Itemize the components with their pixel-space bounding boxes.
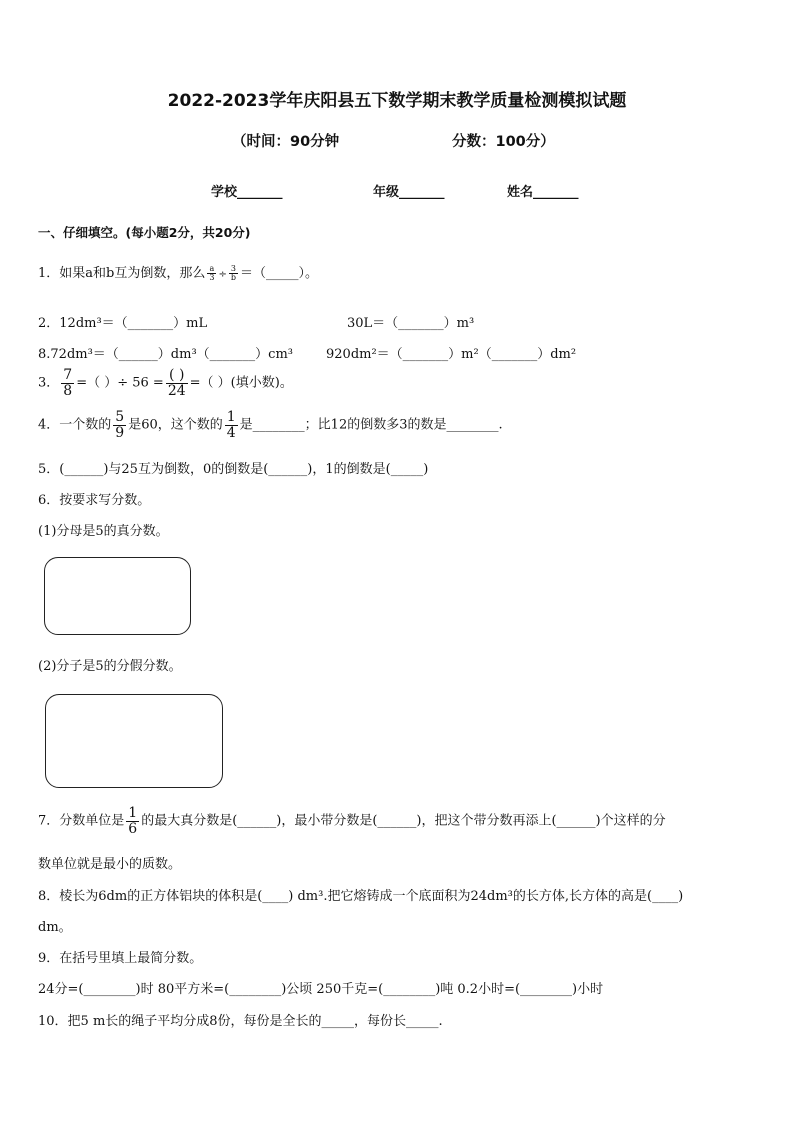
question-5: 5．(______)与25互为倒数，0的倒数是(______)，1的倒数是(_____) <box>38 462 429 477</box>
q1-fraction-2: $\frac{3}{b}$ <box>230 263 236 282</box>
exam-time: （时间：90分钟 <box>232 134 340 150</box>
q3-fraction-7-8: $\frac{7}{8}$ <box>63 367 73 399</box>
question-9-items: 24分=(________)时 80平方米=(________)公顷 250千克=(________)吨 0.2小时=(________)小时 <box>38 982 604 997</box>
question-10: 10．把5 m长的绳子平均分成8份，每份是全长的_____，每份长_____. <box>38 1014 443 1029</box>
q4-fraction-5-9: $\frac{5}{9}$ <box>115 409 125 441</box>
answer-box-2[interactable] <box>45 694 223 788</box>
q1-text-a: 1．如果a和b互为倒数，那么 <box>38 266 206 281</box>
question-4: 4．一个数的 $\frac{5}{9}$ 是60，这个数的 $\frac{1}{4}$ 是________；比12的倒数多3的数是________. <box>38 409 503 441</box>
question-2-line-1a: 2．12dm³＝（_______）mL <box>38 316 208 331</box>
question-6-part-1: (1)分母是5的真分数。 <box>38 524 169 539</box>
school-field: 学校_______ <box>211 185 283 200</box>
exam-score: 分数：100分） <box>452 134 555 150</box>
question-1: 1．如果a和b互为倒数，那么 $\frac{a}{3}$ ÷ $\frac{3}{b}$ ＝（_____）。 <box>38 263 318 282</box>
question-3: 3． $\frac{7}{8}$ =（ ）÷ 56 = $\frac{( )}{24}$ =（ ）(填小数)。 <box>38 367 293 399</box>
question-7: 7．分数单位是 $\frac{1}{6}$ 的最大真分数是(______)，最小带分数是(______)，把这个带分数再添上(______)个这样的分 <box>38 805 666 837</box>
question-6: 6．按要求写分数。 <box>38 493 151 508</box>
answer-box-1[interactable] <box>44 557 191 635</box>
q4-fraction-1-4: $\frac{1}{4}$ <box>226 409 236 441</box>
question-2-line-2b: 920dm²＝（_______）m²（_______）dm² <box>326 347 577 362</box>
question-8: 8．棱长为6dm的正方体铝块的体积是(____) dm³.把它熔铸成一个底面积为24dm³的长方体,长方体的高是(____) <box>38 889 684 904</box>
question-8-continued: dm。 <box>38 920 72 935</box>
q7-fraction-1-6: $\frac{1}{6}$ <box>128 805 138 837</box>
question-6-part-2: (2)分子是5的分假分数。 <box>38 659 182 674</box>
q3-fraction-blank-24: $\frac{( )}{24}$ <box>167 367 186 399</box>
q1-text-b: ＝（_____）。 <box>239 266 318 281</box>
name-field: 姓名_______ <box>507 185 579 200</box>
section-heading: 一、仔细填空。(每小题2分，共20分) <box>38 225 251 240</box>
q1-fraction-1: $\frac{a}{3}$ <box>209 263 215 282</box>
question-2-line-2a: 8.72dm³＝（______）dm³（_______）cm³ <box>38 347 293 362</box>
page-title: 2022-2023学年庆阳县五下数学期末教学质量检测模拟试题 <box>167 91 627 111</box>
question-9: 9．在括号里填上最简分数。 <box>38 951 203 966</box>
question-7-continued: 数单位就是最小的质数。 <box>38 857 182 872</box>
question-2-line-1b: 30L＝（_______）m³ <box>347 316 475 331</box>
grade-field: 年级_______ <box>373 185 445 200</box>
